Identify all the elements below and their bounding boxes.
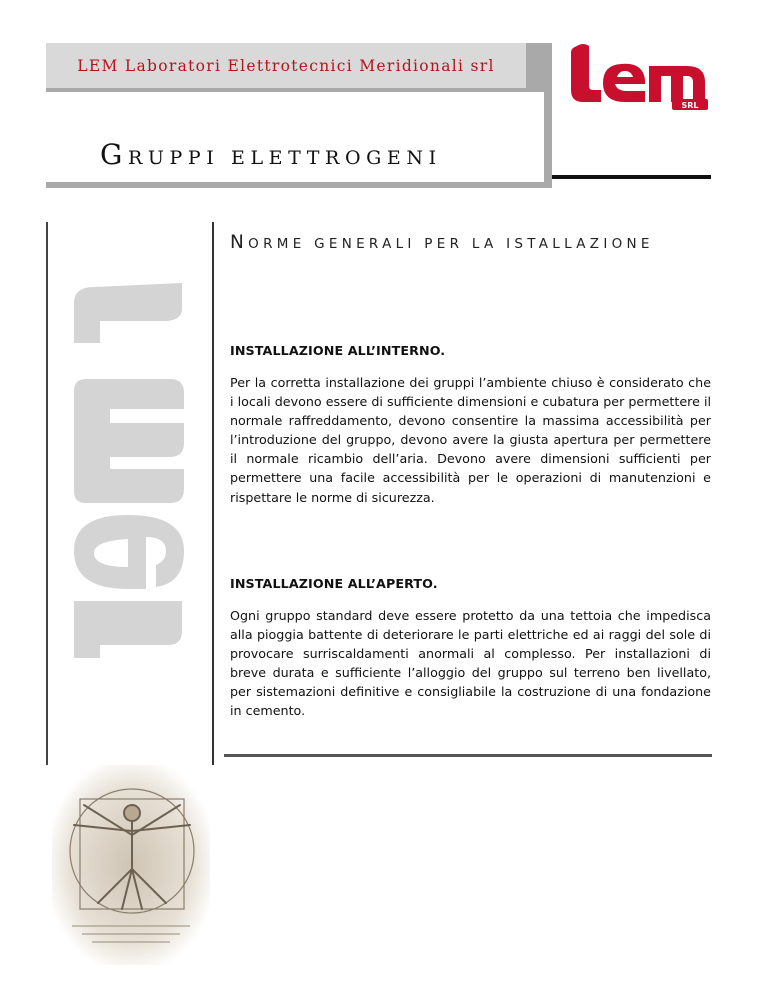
lem-logo	[565, 42, 710, 110]
page-title-initial: G	[100, 138, 128, 171]
lem-watermark-logo	[70, 283, 186, 658]
left-column-rule	[46, 222, 48, 765]
column-divider	[212, 222, 214, 765]
section-title-initial: N	[230, 232, 249, 253]
indoor-heading: INSTALLAZIONE ALL’INTERNO.	[230, 343, 446, 358]
company-name: LEM Laboratori Elettrotecnici Meridionali srl	[77, 57, 495, 75]
vitruvian-man-image	[52, 765, 210, 965]
outdoor-heading: INSTALLAZIONE ALL’APERTO.	[230, 576, 438, 591]
page-title	[100, 138, 442, 171]
content-bottom-rule	[224, 754, 712, 757]
indoor-paragraph: Per la corretta installazione dei gruppi l’ambiente chiuso è considerato che i locali devono essere di sufficiente dimensioni e cubatura per permettere il normale raffreddamento, devono consentire la massima accessibilità per l’introduzione del gruppo, devono avere la giusta apertura per permettere il normale ricambio dell’aria. Devono avere dimensioni sufficienti per permettere una facile accessibilità per le operazioni di manutenzioni e rispettare le norme di sicurezza.	[230, 375, 711, 505]
outdoor-paragraph: Ogni gruppo standard deve essere protetto da una tettoia che impedisca alla pioggia battente di deteriorare le parti elettriche ed ai raggi del sole di provocare surriscaldamenti anormali al complesso. Per installazioni di breve durata e sufficiente l’alloggio del gruppo sul terreno ben livellato, per sistemazioni definitive e consigliabile la costruzione di una fondazione in cemento.	[230, 608, 711, 719]
section-title	[230, 232, 654, 253]
title-underline	[552, 175, 711, 179]
page-title-rest: RUPPI ELETTROGENI	[127, 147, 442, 169]
logo-srl: SRL	[681, 101, 699, 110]
section-title-rest: ORME GENERALI PER LA ISTALLAZIONE	[248, 236, 654, 252]
